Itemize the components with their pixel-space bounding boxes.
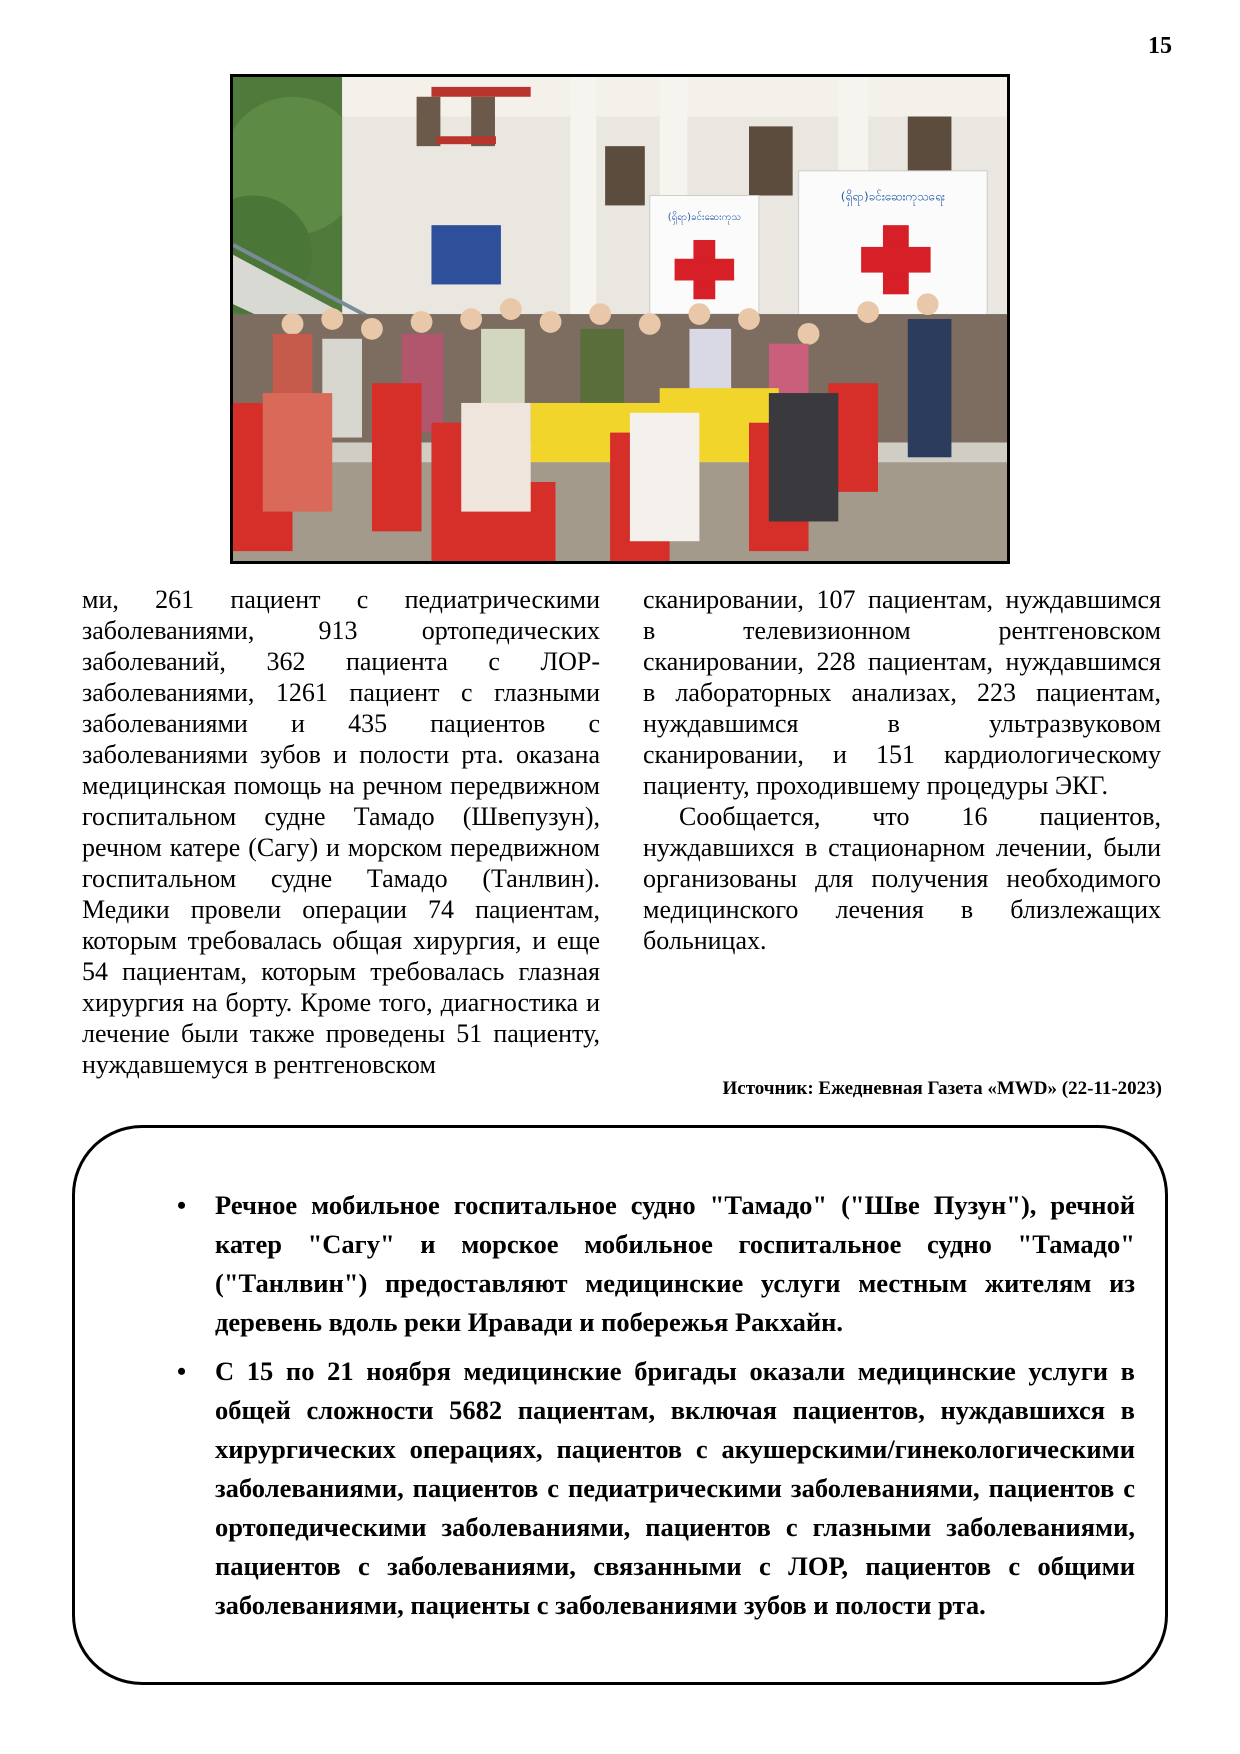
bullet-icon: • [177, 1191, 187, 1220]
article-right-paragraph-2: Сообщается, что 16 пациентов, нуждавшихся в стационарном лечении, были организованы для получения необходимого медицинского лечения в близлежащих больницах. [643, 802, 1161, 955]
article-right-column [643, 584, 1161, 956]
summary-bullet-2-text: С 15 по 21 ноября медицинские бригады оказали медицинские услуги в общей сложности 5682 пациентам, включая пациентов, нуждавшихся в хирургических операциях, пациентов с акушерскими/гинекологическими заболеваниями, пациентов с педиатрическими заболеваниями, пациентов с ортопедическими заболеваниями, пациентов с глазными заболеваниями, пациентов с заболеваниями, связанными с ЛОР, пациентов с общими заболеваниями, пациенты с заболеваниями зубов и полости рта. [215, 1356, 1135, 1620]
summary-box [72, 1125, 1168, 1685]
summary-bullet-1-text: Речное мобильное госпитальное судно "Тамадо" ("Шве Пузун"), речной катер "Сагу" и морское мобильное госпитальное судно "Тамадо" ("Танлвин") предоставляют медицинские услуги местным жителям из деревень вдоль реки Иравади и побережья Ракхайн. [215, 1190, 1135, 1337]
article-right-paragraph-1: сканировании, 107 пациентам, нуждавшимся в телевизионном рентгеновском сканировании, 228 пациентам, нуждавшимся в лабораторных анализах, 223 пациентам, нуждавшимся в ультразвуковом сканировании, и 151 кардиологическому пациенту, проходившему процедуры ЭКГ. [643, 585, 1161, 800]
banner-right-text: (ရှိရာ)ခင်းဆေးကုသရေး [840, 189, 945, 204]
medical-camp-photo [230, 74, 1010, 564]
summary-bullet-2 [105, 1352, 1135, 1625]
article-left-column [82, 584, 600, 1080]
summary-bullet-1 [105, 1186, 1135, 1342]
page-number: 15 [1148, 33, 1172, 59]
bullet-icon: • [177, 1357, 187, 1386]
banner-left-text: (ရှိရာ)ခင်းဆေးကုသ [667, 212, 741, 224]
summary-list [105, 1186, 1135, 1635]
article-left-paragraph: ми, 261 пациент с педиатрическими заболеваниями, 913 ортопедических заболеваний, 362 пациента с ЛОР-заболеваниями, 1261 пациент с глазными заболеваниями и 435 пациентов с заболеваниями зубов и полости рта. оказана медицинская помощь на речном передвижном госпитальном судне Тамадо (Швепузун), речном катере (Сагу) и морском передвижном госпитальном судне Тамадо (Танлвин). Медики провели операции 74 пациентам, которым требовалась общая хирургия, и еще 54 пациентам, которым требовалась глазная хирургия на борту. Кроме того, диагностика и лечение были также проведены 51 пациенту, нуждавшемуся в рентгеновском [82, 585, 600, 1079]
source-line: Источник: Ежедневная Газета «MWD» (22-11-2023) [722, 1078, 1162, 1099]
